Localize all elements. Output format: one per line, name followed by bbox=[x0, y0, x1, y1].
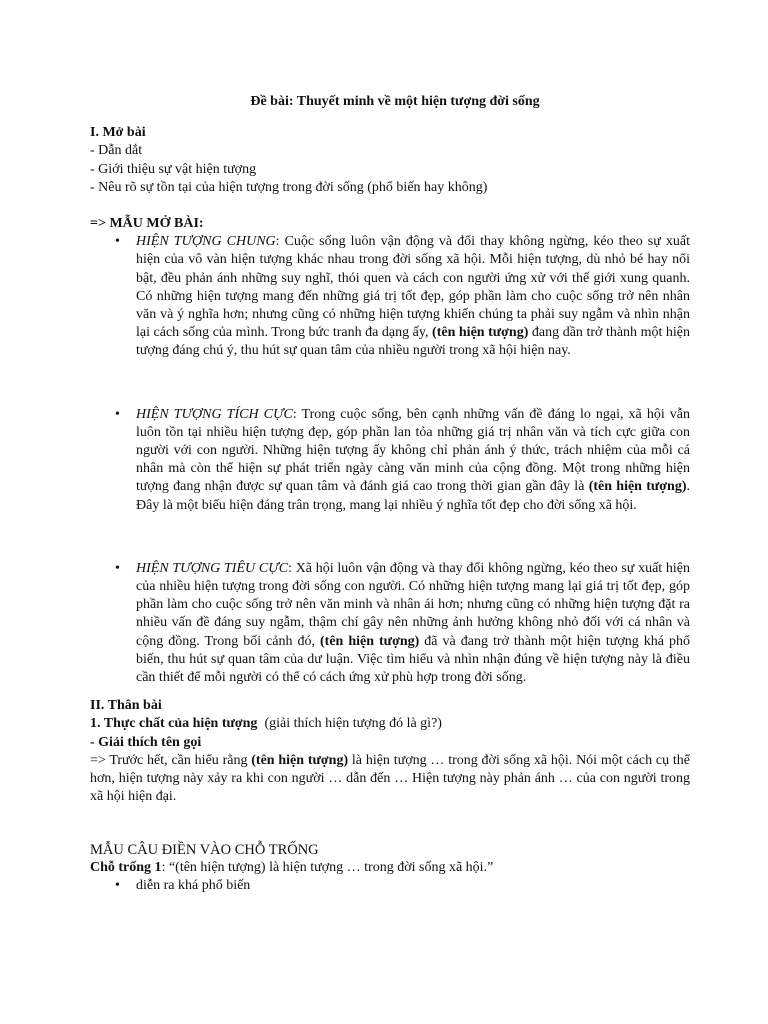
spacer bbox=[90, 687, 690, 697]
fill-blank-text: : “(tên hiện tượng) là hiện tượng … trong đời sống xã hội.” bbox=[161, 859, 494, 875]
sample-intro-heading: => MẪU MỞ BÀI: bbox=[90, 216, 204, 232]
fill-blank-option: • diễn ra khá phổ biến bbox=[136, 877, 690, 895]
sample-text: đang dần trở thành một hiện tượng đáng chú ý, thu hút sự quan tâm của nhiều người trong xã hội hiện nay. bbox=[136, 325, 691, 359]
sample-lead: HIỆN TƯỢNG CHUNG bbox=[136, 234, 276, 250]
sample-intro-positive bbox=[136, 406, 690, 515]
sample-lead: HIỆN TƯỢNG TÍCH CỰC bbox=[136, 406, 293, 422]
sample-text: : Xã hội luôn vận động và thay đổi không ngừng, kéo theo sự xuất hiện của nhiều hiện tượng trong đời sống con người. Có những hiện tượng mang lại giá trị tốt đẹp, góp phần làm cho cuộc sống trở nên văn minh và nhân ái hơn; nhưng cũng có những hiện tượng đặt ra nhiều vấn đề đáng suy ngẫm, thậm chí gây nên những ảnh hưởng không nhỏ đối với cá nhân và cộng đồng. Trong bối cảnh đó, bbox=[136, 560, 690, 649]
sample-lead: HIỆN TƯỢNG TIÊU CỰC bbox=[136, 560, 289, 576]
sample-intro-list bbox=[90, 406, 690, 515]
subsection-1-heading bbox=[90, 715, 690, 733]
explain-text: là hiện tượng … trong đời sống xã hội. Nói một cách cụ thể hơn, hiện tượng này xảy ra khi con người … dẫn đến … Hiện tượng này phản ánh … của con người trong xã hội hiện đại. bbox=[90, 752, 690, 805]
sample-text: : Trong cuộc sống, bên cạnh những vấn đề đáng lo ngại, xã hội vẫn luôn tồn tại nhiều hiện tượng đẹp, góp phần lan tỏa những giá trị nhân văn và tích cực giữa con người với con người. Những hiện tượng ấy không chỉ phản ánh ý thức, trách nhiệm của mỗi cá nhân mà còn thể hiện sự phát triển ngày càng văn minh của cộng đồng. Một trong những hiện tượng đang nhận được sự quan tâm và đánh giá cao trong thời gian gần đây là bbox=[136, 406, 690, 495]
placeholder-phenomenon-name: (tên hiện tượng) bbox=[432, 325, 529, 341]
fill-blank-1 bbox=[90, 859, 690, 877]
document-page bbox=[90, 93, 690, 895]
explain-paragraph bbox=[90, 752, 690, 807]
sample-intro-general bbox=[136, 233, 690, 360]
spacer bbox=[90, 515, 690, 560]
sample-intro-list bbox=[90, 233, 690, 360]
document-title: Đề bài: Thuyết minh về một hiện tượng đời sống bbox=[250, 94, 540, 109]
spacer bbox=[90, 361, 690, 406]
spacer bbox=[90, 197, 690, 215]
sample-intro-list bbox=[90, 560, 690, 687]
sample-text: đã và đang trở thành một hiện tượng khá phổ biến, thu hút sự quan tâm của dư luận. Việc tìm hiểu và nhìn nhận đúng về hiện tượng này là điều cần thiết để mỗi người có thể có cách ứng xử phù hợp trong đời sống. bbox=[136, 633, 691, 686]
fill-blank-label: Chỗ trống 1 bbox=[90, 859, 162, 875]
explain-text: => Trước hết, cần hiểu rằng bbox=[90, 752, 252, 768]
outline-item: - Nêu rõ sự tồn tại của hiện tượng trong đời sống (phổ biến hay không) bbox=[90, 179, 488, 195]
subsection-1-title: 1. Thực chất của hiện tượng bbox=[90, 716, 258, 732]
sample-text: : Cuộc sống luôn vận động và đổi thay không ngừng, kéo theo sự xuất hiện của vô vàn hiện tượng khác nhau trong đời sống xã hội. Mỗi hiện tượng, dù nhỏ bé hay nổi bật, đều phản ánh những suy nghĩ, thói quen và cách con người ứng xử với thế giới xung quanh. Có những hiện tượng mang đến những giá trị tốt đẹp, góp phần làm cho cuộc sống trở nên nhân văn và ý nghĩa hơn; nhưng cũng có những hiện tượng khiến chúng ta phải suy ngẫm và nhìn nhận lại cách sống của mình. Trong bức tranh đa dạng ấy, bbox=[136, 234, 690, 341]
outline-item: - Giới thiệu sự vật hiện tượng bbox=[90, 161, 257, 177]
outline-item: - Dẫn dắt bbox=[90, 143, 143, 159]
sample-text: . Đây là một biểu hiện đáng trân trọng, mang lại nhiều ý nghĩa tốt đẹp cho đời sống xã hội. bbox=[136, 479, 690, 513]
section-1-heading: I. Mở bài bbox=[90, 125, 146, 141]
subsection-1-note: (giải thích hiện tượng đó là gì?) bbox=[257, 716, 442, 732]
placeholder-phenomenon-name: (tên hiện tượng) bbox=[320, 633, 420, 649]
subsection-explain-name: - Giải thích tên gọi bbox=[90, 734, 202, 750]
placeholder-phenomenon-name: (tên hiện tượng) bbox=[588, 479, 687, 495]
placeholder-phenomenon-name: (tên hiện tượng) bbox=[251, 752, 349, 768]
sample-intro-negative bbox=[136, 560, 690, 687]
fill-blank-options bbox=[90, 877, 690, 895]
spacer bbox=[90, 807, 690, 841]
section-2-heading: II. Thân bài bbox=[90, 698, 162, 714]
fill-blank-heading: MẪU CÂU ĐIỀN VÀO CHỖ TRỐNG bbox=[90, 841, 319, 858]
